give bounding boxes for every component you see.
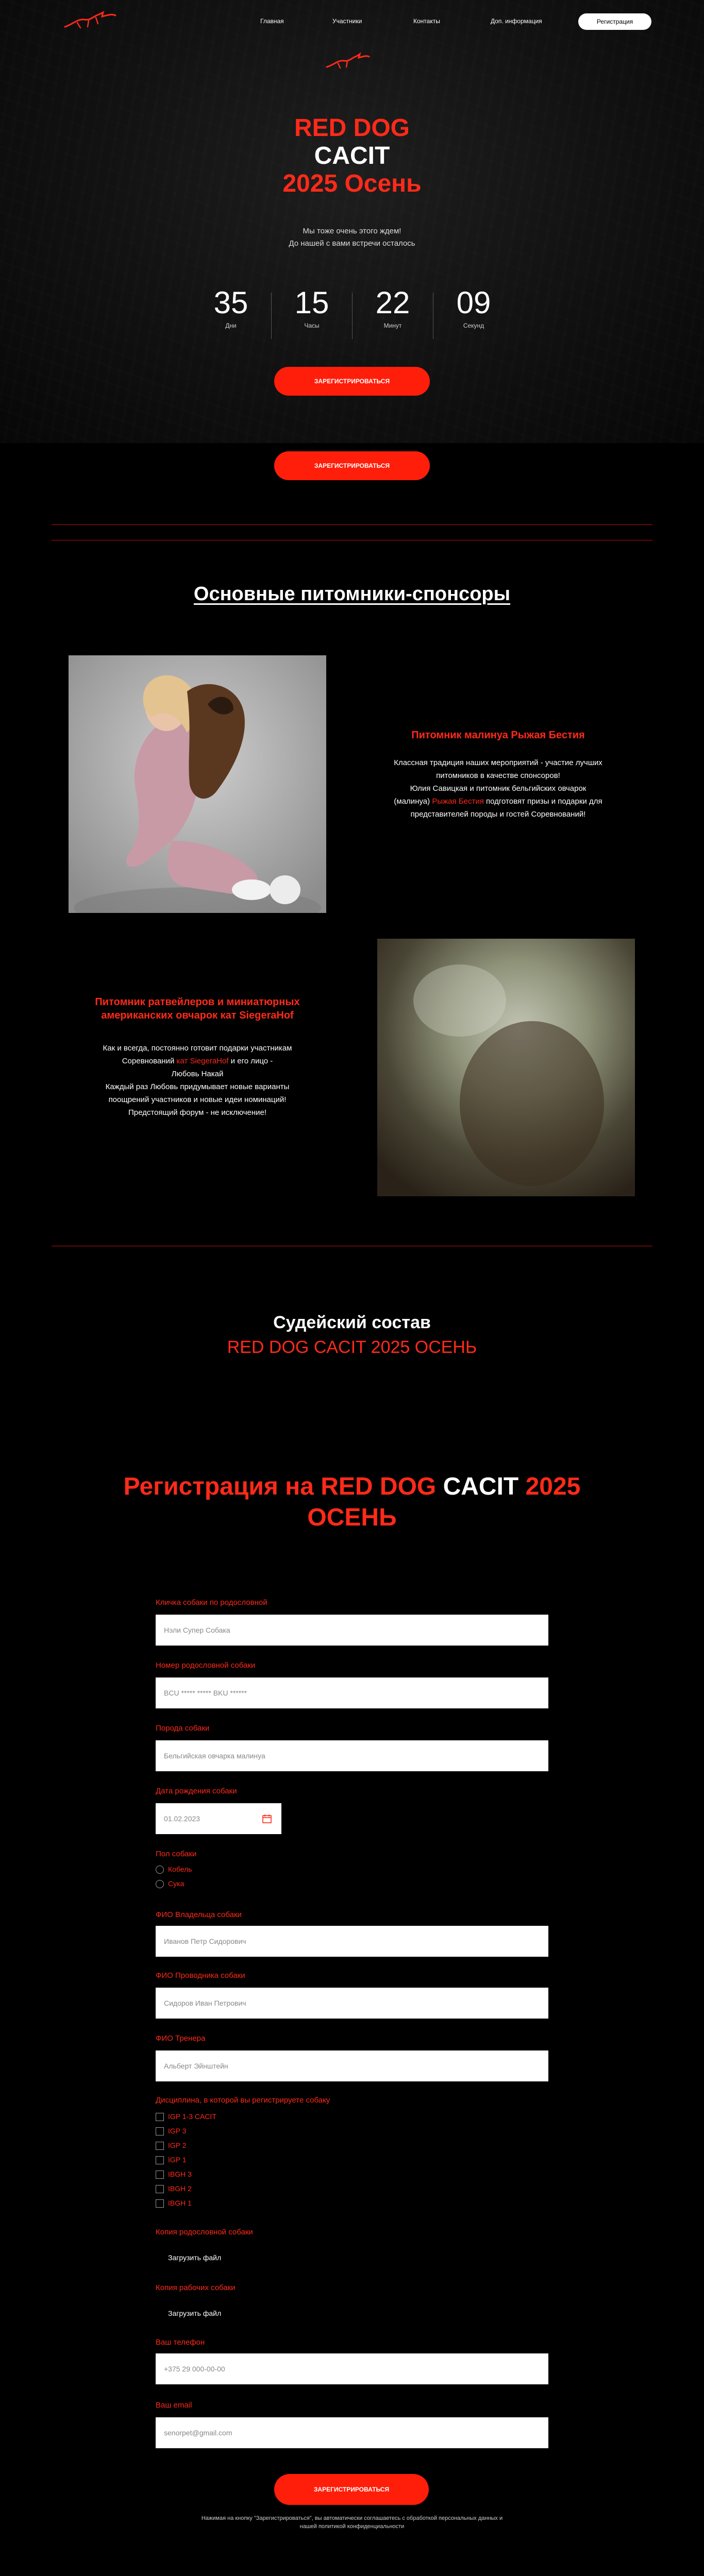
kennel1-description: [361, 756, 635, 821]
owner-input[interactable]: Иванов Петр Сидорович: [156, 1926, 548, 1957]
hero-title-season: 2025 Осень: [282, 170, 422, 197]
hero-title-red-dog: RED DOG: [294, 114, 410, 142]
sex-option-male[interactable]: [156, 1865, 192, 1874]
registration-heading-white: CACIT: [436, 1473, 526, 1500]
discipline-option[interactable]: [156, 2112, 216, 2121]
sponsors-heading: Основные питомники-спонсоры: [193, 583, 511, 605]
judges-heading: Судейский состав: [273, 1313, 431, 1332]
kennel2-title: [69, 995, 326, 1022]
hero-dog-logo: [325, 52, 371, 72]
countdown-seconds: [433, 286, 514, 329]
section-divider: [52, 524, 652, 525]
kennel2-text-part: и его лицо -: [228, 1057, 273, 1065]
kennel1-text-part: (малинуа): [394, 797, 432, 806]
handler-label: ФИО Проводника собаки: [156, 1971, 245, 1980]
sex-option-label: Сука: [168, 1879, 185, 1888]
discipline-option[interactable]: [156, 2141, 187, 2150]
sex-label: Пол собаки: [156, 1850, 197, 1858]
registration-heading: [0, 1471, 704, 1502]
checkbox[interactable]: [156, 2185, 164, 2193]
countdown-seconds-label: Секунд: [463, 322, 484, 329]
checkbox[interactable]: [156, 2171, 164, 2179]
handler-input[interactable]: Сидоров Иван Петрович: [156, 1988, 548, 2019]
consent-line[interactable]: нашей политикой конфиденциальности: [299, 2523, 405, 2530]
hero-subtitle-1: Мы тоже очень этого ждем!: [303, 227, 401, 235]
phone-input[interactable]: +375 29 000-00-00: [156, 2353, 548, 2384]
discipline-option[interactable]: [156, 2170, 192, 2179]
workbook-upload-button[interactable]: Загрузить файл: [168, 2309, 222, 2317]
kennel2-text-line: Каждый раз Любовь придумывает новые варианты: [105, 1082, 290, 1091]
checkbox[interactable]: [156, 2156, 164, 2164]
nav-link-contacts[interactable]: Контакты: [413, 18, 440, 25]
checkbox[interactable]: [156, 2142, 164, 2150]
birthdate-input[interactable]: [156, 1803, 281, 1834]
discipline-option-label: IBGH 3: [168, 2170, 192, 2178]
pedigree-upload-button[interactable]: Загрузить файл: [168, 2253, 222, 2262]
countdown-days-label: Дни: [225, 322, 237, 329]
hero-section: [0, 0, 704, 443]
discipline-option-label: IGP 3: [168, 2127, 187, 2135]
top-navigation: [0, 13, 704, 29]
kennel1-photo: [69, 655, 326, 913]
consent-text: [0, 2514, 704, 2531]
discipline-option[interactable]: [156, 2184, 192, 2193]
registration-submit-button[interactable]: ЗАРЕГИСТРИРОВАТЬСЯ: [274, 2474, 429, 2505]
kennel2-title-line: американских овчарок кат SiegeraHof: [101, 1010, 294, 1021]
pedigree-number-label: Номер родословной собаки: [156, 1661, 256, 1670]
phone-label: Ваш телефон: [156, 2338, 205, 2347]
trainer-input[interactable]: Альберт Эйнштейн: [156, 2050, 548, 2081]
dog-name-label: Кличка собаки по родословной: [156, 1598, 267, 1607]
birthdate-label: Дата рождения собаки: [156, 1787, 237, 1795]
kennel1-text-line: Юлия Савицкая и питомник бельгийских овчарок: [410, 784, 586, 793]
registration-heading-year: 2025: [525, 1473, 581, 1500]
discipline-label: Дисциплина, в которой вы регистрируете собаку: [156, 2096, 330, 2105]
countdown-minutes: [353, 286, 433, 329]
kennel2-text-line: [69, 1055, 326, 1067]
email-input[interactable]: senorpet@gmail.com: [156, 2417, 548, 2448]
breed-input[interactable]: Бельгийская овчарка малинуа: [156, 1740, 548, 1771]
trainer-label: ФИО Тренера: [156, 2034, 206, 2043]
kennel1-text-part: подготовят призы и подарки для: [483, 797, 602, 806]
discipline-option-label: IGP 1: [168, 2156, 187, 2164]
nav-link-home[interactable]: Главная: [260, 18, 284, 25]
kennel2-photo: [377, 939, 635, 1196]
countdown-days: [191, 286, 271, 329]
breed-label: Порода собаки: [156, 1724, 210, 1733]
discipline-option[interactable]: [156, 2156, 187, 2164]
dog-name-input[interactable]: Нэли Супер Собака: [156, 1615, 548, 1646]
kennel2-text-line: Любовь Накай: [171, 1070, 224, 1078]
email-label: Ваш email: [156, 2401, 192, 2410]
kennel2-text-line: Как и всегда, постоянно готовит подарки участникам: [103, 1044, 292, 1053]
kennel2-text-line: поощрений участников и новые идеи номинаций!: [108, 1095, 287, 1104]
countdown-days-value: 35: [213, 285, 248, 320]
discipline-option-label: IBGH 1: [168, 2199, 192, 2207]
kennel1-title: Питомник малинуа Рыжая Бестия: [411, 730, 585, 741]
checkbox[interactable]: [156, 2113, 164, 2121]
discipline-option[interactable]: [156, 2127, 187, 2136]
register-button-secondary[interactable]: ЗАРЕГИСТРИРОВАТЬСЯ: [274, 451, 430, 480]
nav-link-extra-info[interactable]: Доп. информация: [491, 18, 542, 25]
kennel2-title-line: Питомник ратвейлеров и миниатюрных: [95, 996, 300, 1008]
radio-circle[interactable]: [156, 1880, 164, 1888]
hero-subtitle-2: До нашей с вами встречи осталось: [289, 239, 415, 248]
pedigree-upload-label: Копия родословной собаки: [156, 2228, 253, 2236]
calendar-icon[interactable]: [262, 1814, 272, 1824]
kennel1-link[interactable]: Рыжая Бестия: [432, 797, 484, 806]
nav-register-button[interactable]: Регистрация: [578, 13, 651, 30]
countdown-seconds-value: 09: [456, 285, 491, 320]
kennel1-text-line: [361, 795, 635, 808]
countdown-hours-label: Часы: [304, 322, 320, 329]
discipline-option[interactable]: [156, 2199, 192, 2208]
registration-heading-line2: ОСЕНЬ: [307, 1504, 397, 1531]
workbook-upload-label: Копия рабочих собаки: [156, 2283, 236, 2292]
sex-option-female[interactable]: [156, 1879, 184, 1888]
kennel2-link[interactable]: кат SiegeraHof: [176, 1057, 229, 1065]
registration-heading-pre: Регистрация на: [123, 1473, 321, 1500]
judges-subheading: RED DOG CACIT 2025 ОСЕНЬ: [227, 1337, 477, 1357]
checkbox[interactable]: [156, 2127, 164, 2136]
countdown-minutes-value: 22: [375, 285, 410, 320]
countdown-minutes-label: Минут: [383, 322, 402, 329]
registration-heading-red: RED DOG: [321, 1473, 437, 1500]
countdown-hours-value: 15: [294, 285, 329, 320]
kennel2-description: [69, 1042, 326, 1119]
kennel2-text-line: Предстоящий форум - не исключение!: [128, 1108, 267, 1117]
owner-label: ФИО Владельца собаки: [156, 1910, 242, 1919]
consent-line: Нажимая на кнопку "Зарегистрироваться", вы автоматически соглашаетесь с обработкой персональных данных и: [201, 2515, 503, 2521]
radio-circle[interactable]: [156, 1866, 164, 1874]
discipline-option-label: IGP 2: [168, 2141, 187, 2149]
hero-title-cacit: CACIT: [314, 142, 390, 170]
kennel1-text-line: питомников в качестве спонсоров!: [436, 771, 560, 780]
pedigree-number-input[interactable]: BCU ***** ***** BKU ******: [156, 1677, 548, 1708]
kennel1-text-line: представителей породы и гостей Соревнований!: [410, 810, 586, 819]
birthdate-value: 01.02.2023: [164, 1815, 200, 1823]
countdown-hours: [272, 286, 352, 329]
nav-link-participants[interactable]: Участники: [332, 18, 362, 25]
kennel1-text-line: Классная традиция наших мероприятий - участие лучших: [394, 758, 602, 767]
kennel2-text-part: Соревнований: [122, 1057, 177, 1065]
sex-option-label: Кобель: [168, 1865, 192, 1873]
discipline-option-label: IBGH 2: [168, 2184, 192, 2193]
discipline-option-label: IGP 1-3 CACIT: [168, 2112, 216, 2121]
hero-register-button[interactable]: ЗАРЕГИСТРИРОВАТЬСЯ: [274, 367, 430, 396]
checkbox[interactable]: [156, 2199, 164, 2208]
